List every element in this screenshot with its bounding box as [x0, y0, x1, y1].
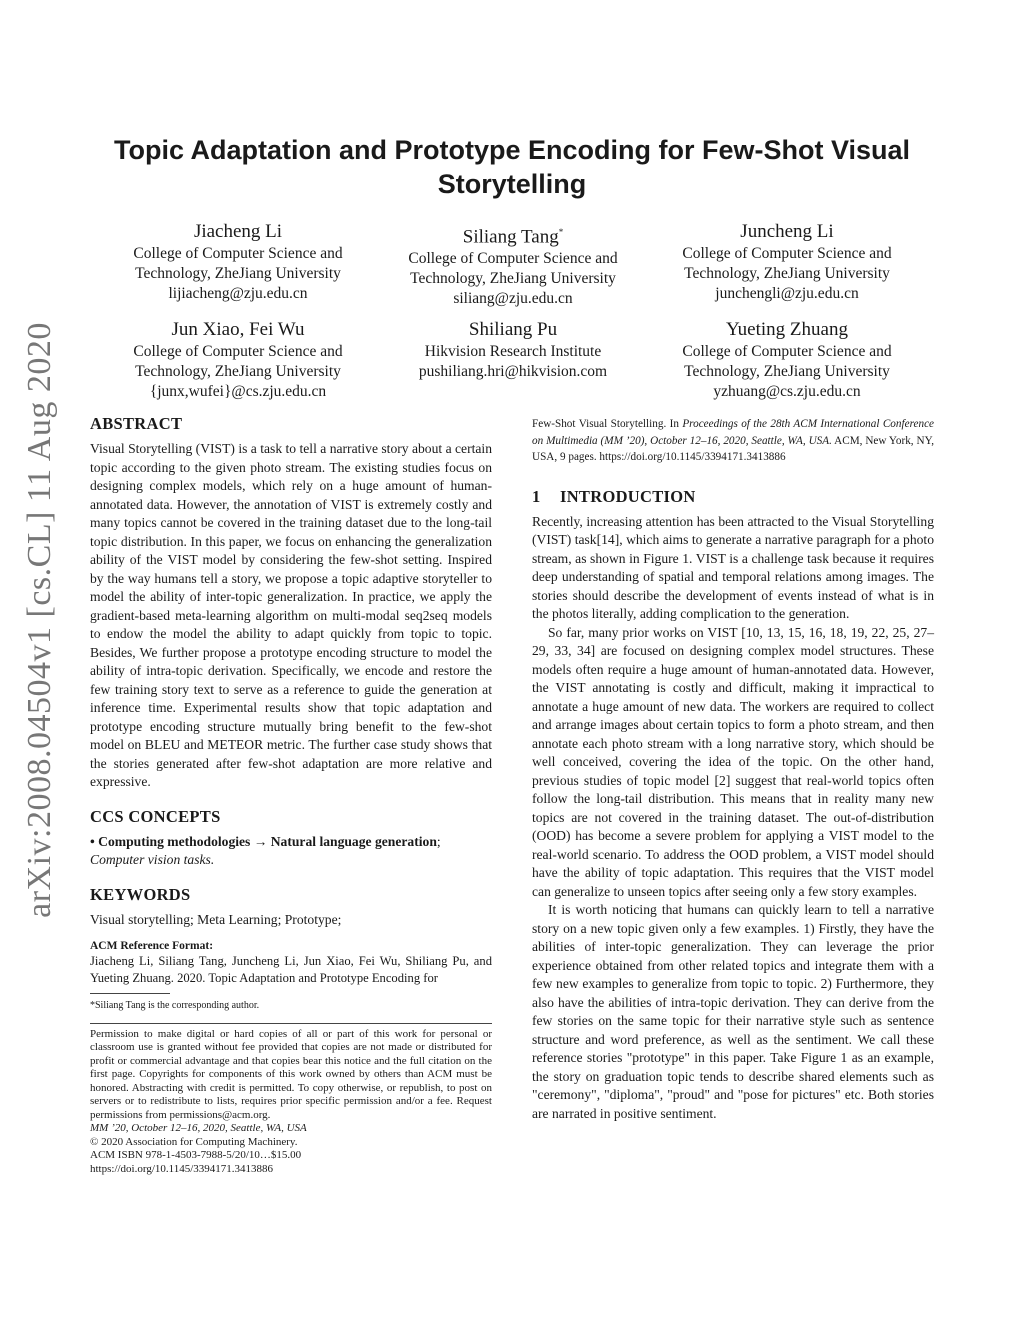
- author-name: Juncheng Li: [740, 221, 834, 242]
- author-affiliation: College of Computer Science and: [133, 245, 343, 262]
- abstract-heading: ABSTRACT: [90, 414, 183, 433]
- author-affiliation: College of Computer Science and: [408, 250, 618, 268]
- keywords-text: Visual storytelling; Meta Learning; Prototype;: [90, 911, 342, 927]
- ccs-concept: Computer vision tasks.: [90, 852, 215, 867]
- author-affiliation: Technology, ZheJiang University: [135, 363, 341, 380]
- title-line-2: Storytelling: [437, 169, 587, 199]
- footnote-rule: [90, 993, 170, 994]
- right-column: [532, 416, 934, 1123]
- author-affiliation: Hikvision Research Institute: [424, 343, 602, 360]
- footnote: *Siliang Tang is the corresponding author.: [90, 1000, 260, 1011]
- permission-rule: [90, 1023, 492, 1024]
- left-column: [90, 413, 492, 1176]
- acm-ref-continued: Few-Shot Visual Storytelling. In Proceedings of the 28th ACM International Conference on Multimedia (MM ’20), October 12–16, 2020, Seattle, WA, USA. ACM, New York, NY, USA, 9 pages. https://doi.org/10.1145/3394171.3413886: [532, 418, 935, 463]
- author-affiliation: College of Computer Science and: [682, 245, 892, 262]
- ccs-heading: CCS CONCEPTS: [90, 806, 221, 826]
- abstract-text: Visual Storytelling (VIST) is a task to tell a narrative story about a certain topic according to the given photo stream. The existing studies focus on designing complex models, which rely on a huge amount of human-annotated data. However, the annotation of VIST is extremely costly and many topics cannot be covered in the training dataset due to the long-tail topic distribution. In this paper, we focus on enhancing the generalization ability of the VIST model by considering the few-shot setting. Inspired by the way humans tell a story, we propose a topic adaptive storyteller to model the ability of inter-topic generalization. In practice, we apply the gradient-based meta-learning algorithm on multi-modal seq2seq models to endow the model the ability to adapt quickly from topic to topic. Besides, We further propose a prototype encoding structure to model the ability of intra-topic derivation. Specifically, we encode and restore the few training story text to serve as a reference to guide the generation at inference time. Experimental results show that topic adaptation and prototype encoding structure mutually bring benefit to the few-shot model on BLEU and METEOR metric. The further case study shows that the stories generated after few-shot adaptation are more relative and expressive.: [90, 441, 492, 789]
- author-name: Yueting Zhuang: [726, 319, 848, 340]
- keywords-heading: KEYWORDS: [90, 884, 191, 904]
- author-email: pushiliang.hri@hikvision.com: [418, 363, 608, 380]
- intro-paragraph-3: It is worth noticing that humans can quickly learn to tell a narrative story on a new topic given only a few examples. 1) Firstly, they have the abilities of inter-topic generalization. They can leverage the prior experience obtained from other related topics and integrate them with a few new examples to generalize from topic to topic. 2) Furthermore, they also have the abilities of intra-topic derivation. They can derive from the few stories on the same topic for their narrative style such as sentence structure and word preference, as well as the sentiment. We call these reference stories "prototype" in this paper. Take Figure 1 as an example, the story on graduation topic tends to describe shared elements such as "ceremony", "diploma", "proud" and "pose for pictures" etc. Both stories are narrated in positive sentiment.: [532, 902, 934, 1121]
- author-block-2: [368, 220, 658, 309]
- author-email: junchengli@zju.edu.cn: [715, 285, 859, 302]
- author-email: {junx,wufei}@cs.zju.edu.cn: [149, 383, 327, 400]
- copyright-line: © 2020 Association for Computing Machinery.: [90, 1135, 298, 1148]
- paper-title: [80, 133, 944, 201]
- author-affiliation: Technology, ZheJiang University: [684, 265, 890, 282]
- author-name: Jiacheng Li: [193, 221, 283, 242]
- section-number: 1: [532, 486, 541, 506]
- author-affiliation: College of Computer Science and: [133, 343, 343, 360]
- intro-paragraph-1: Recently, increasing attention has been attracted to the Visual Storytelling (VIST) task[14], which aims to generate a narrative paragraph for a photo stream, as shown in Figure 1. VIST is a challenge task because it requires deep understanding of spatial and temporal relations among images. The stories should describe the development of events instead of what is in the photos literally, adding complication to the generation.: [532, 513, 934, 621]
- author-name: Jun Xiao, Fei Wu: [171, 319, 305, 340]
- author-block-5: [368, 318, 658, 382]
- author-block-1: [93, 220, 383, 304]
- permission-text: Permission to make digital or hard copies of all or part of this work for personal or classroom use is granted without fee provided that copies are not made or distributed for profit or commercial advantage and that copies bear this notice and the full citation on the first page. Copyrights for components of this work owned by others than ACM must be honored. Abstracting with credit is permitted. To copy otherwise, or republish, to post on servers or to redistribute to lists, requires prior specific permission and/or a fee. Request permissions from permissions@acm.org.: [90, 1027, 492, 1121]
- corresponding-mark: *: [558, 227, 564, 237]
- author-name: Shiliang Pu: [468, 319, 558, 340]
- author-block-6: [642, 318, 932, 402]
- isbn-line: ACM ISBN 978-1-4503-7988-5/20/10…$15.00: [90, 1149, 302, 1161]
- ccs-concept: • Computing methodologies → Natural language generation: [90, 833, 437, 849]
- author-name: Siliang Tang*: [462, 226, 564, 248]
- ccs-text: • Computing methodologies → Natural language generation; Computer vision tasks.: [90, 833, 441, 867]
- acm-ref-heading: ACM Reference Format:: [90, 940, 214, 952]
- doi-line: https://doi.org/10.1145/3394171.3413886: [90, 1162, 274, 1175]
- author-block-4: [93, 318, 383, 402]
- intro-heading: [532, 486, 934, 508]
- arxiv-stamp: arXiv:2008.04504v1 [cs.CL] 11 Aug 2020: [21, 322, 58, 918]
- author-affiliation: Technology, ZheJiang University: [684, 363, 890, 380]
- section-title: INTRODUCTION: [560, 486, 696, 506]
- author-email: siliang@zju.edu.cn: [453, 290, 573, 308]
- author-block-3: [642, 220, 932, 304]
- author-email: yzhuang@cs.zju.edu.cn: [713, 383, 861, 400]
- venue-line: MM ’20, October 12–16, 2020, Seattle, WA, USA: [90, 1122, 307, 1134]
- intro-paragraph-2: So far, many prior works on VIST [10, 13, 15, 16, 18, 19, 22, 25, 27–29, 33, 34] are focused on designing complex model structures. These models often require a huge amount of human-annotated data. However, the VIST annotating is costly and difficult, making it impractical to annotate a huge amount of new data. The workers are required to collect and arrange images about certain topics to form a photo stream, and then annotate each photo stream with a long narrative story, which should be well conceived, covering the idea of the topic. On the other hand, previous studies of topic model [2] suggest that real-world topics often follow the long-tail distribution. This means that in reality many new topics are not covered in the training dataset. The out-of-distribution (OOD) has become a severe problem for applying a VIST model to the real-world scenario. To address the OOD problem, a VIST model should have the ability of topic adaptation. This requires that the VIST model can generalize to unseen topics after seeing only a few story examples.: [532, 624, 934, 899]
- author-affiliation: College of Computer Science and: [682, 343, 892, 360]
- author-affiliation: Technology, ZheJiang University: [135, 265, 341, 282]
- author-affiliation: Technology, ZheJiang University: [410, 270, 616, 288]
- author-email: lijiacheng@zju.edu.cn: [168, 285, 308, 302]
- permission-block: [90, 1028, 492, 1177]
- acm-ref-text: Jiacheng Li, Siliang Tang, Juncheng Li, Jun Xiao, Fei Wu, Shiliang Pu, and Yueting Zhuang. 2020. Topic Adaptation and Prototype Encoding for: [90, 954, 492, 985]
- title-line-1: Topic Adaptation and Prototype Encoding for Few-Shot Visual: [113, 135, 910, 165]
